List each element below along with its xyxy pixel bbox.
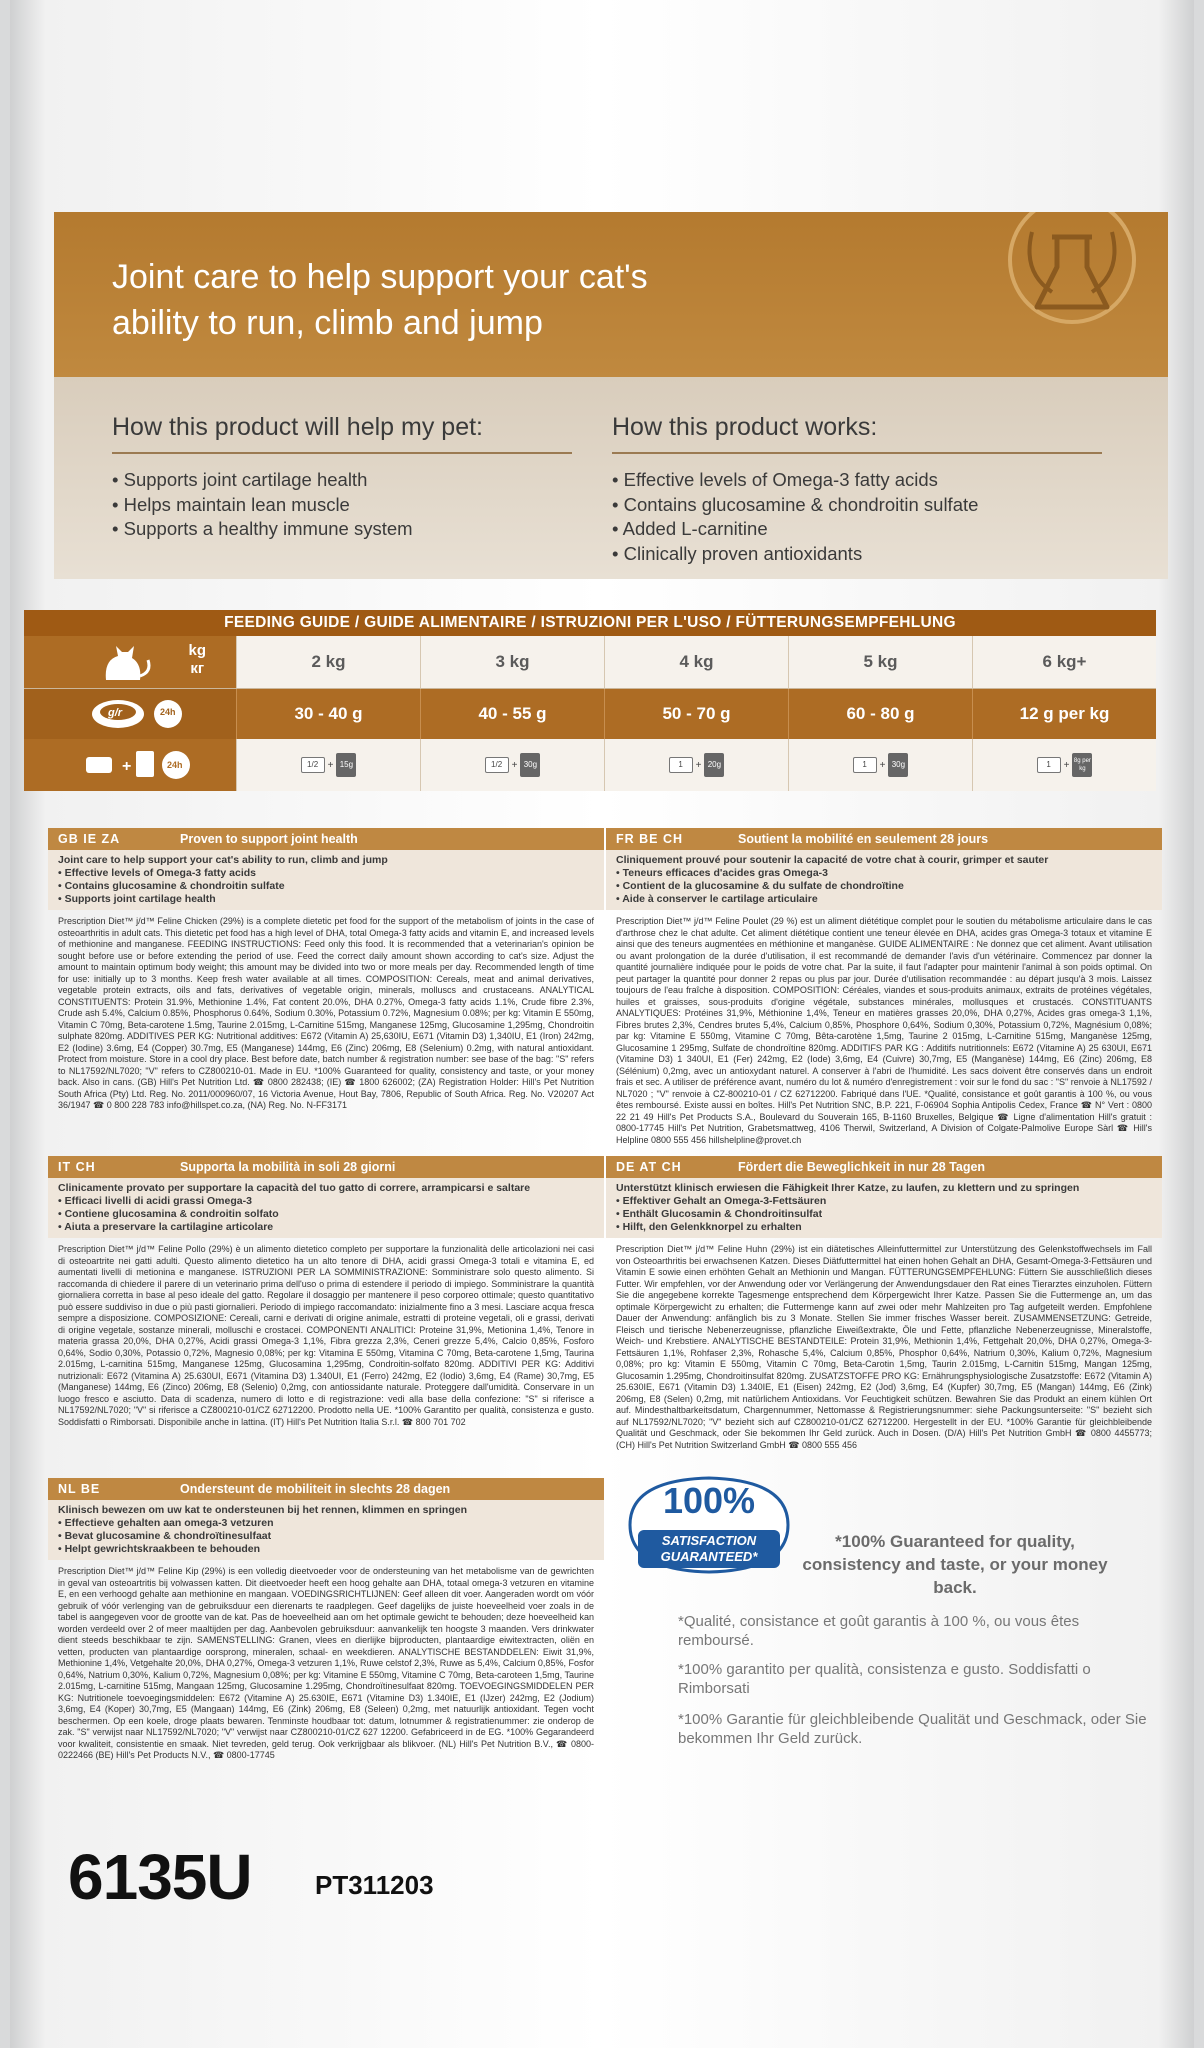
weight-cell: 4 kg [604,636,788,689]
section-gb [48,828,604,1118]
section-body: Prescription Diet™ j/d™ Feline Kip (29%) is een volledig dieetvoeder voor de ondersteuning van het metabolisme van de gewrichten in geval van osteoartritis bij volwassen katten. Dit dieetvoeder heeft een hoog gehalte aan DHA, totaal omega-3 vetzuren en vitamine E, en een verhoogd gehalte aan methionine en mangaan. VOEDINGSRICHTLIJNEN: Geef alleen dit voer. Aangeraden wordt om vóór gebruik of vóór verlenging van de gebruiksduur een dierenarts te raadplegen. Geef dagelijks de juiste hoeveelheid voer zoals in de tabel is aangegeven voor de grootte van de kat. Pas de hoeveelheid aan om het optimale gewicht te behouden; deze hoeveelheid kan worden verdeeld over 2 of meer maaltijden per dag. Aanbevolen gebruiksduur: aanvankelijk ten hoogste 3 maanden. Vers drinkwater dient steeds beschikbaar te zijn. SAMENSTELLING: Granen, vlees en dierlijke bijproducten, plantaardige eiwitextracten, oliën en vetten, producten van plantaardige oorsprong, mineralen, schaal- en weekdieren. ANALYTISCHE BESTANDDELEN: Eiwit 31,9%, Methionine 1,4%, Vetgehalte 20,0%, DHA 0,27%, Omega-3 vetzuren 1,1%, Ruwe celstof 2,3%, Ruwe as 5,4%, Calcium 0,85%, Fosfor 0,64%, Natrium 0,30%, Kalium 0,72%, Magnesium 0,08%; per kg: Vitamine E 550mg, Vitamine C 70mg, Beta-caroteen 1,5mg, Taurine 2.015mg, L-carnitine 515mg, Mangaan 125mg, Glucosamine 1.295mg, Chondroïtinesulfaat 820mg. TOEVOEGINGSMIDDELEN PER KG: Nutritionele toevoegingsmiddelen: E672 (Vitamine A) 25.630IE, E671 (Vitamine D3) 1.340IE, E1 (IJzer) 242mg, E2 (Jodium) 3,6mg, E4 (Koper) 30,7mg, E5 (Mangaan) 144mg, E6 (Zink) 206mg, E8 (Seleen) 0,2mg, met natuurlijk antioxidant. Tegen vocht beschermen. Op een koele, droge plaats bewaren. Tenminste houdbaar tot: datum, lotnummer & registratienummer: zie onderop de zak. "S" verwijst naar NL17592/NL7020; "V" verwijst naar CZ800210-01/CZ 627 12200. Gefabriceerd in de EG. *100% Gegarandeerd voor kwaliteit, consistentie en smaak. Niet tevreden, geld terug. Ook verkrijgbaar als blikvoer. (NL) Hill's Pet Nutrition B.V., ☎ 0800-0222466 (BE) Hill's Pet Products N.V., ☎ 0800-17745 [58,1566,594,1760]
benefits-left [112,413,572,542]
pouch-icon: 1 [853,757,877,773]
amount-cell: 12 g per kg [972,689,1156,739]
section-fr [606,828,1162,1152]
dry-bag-icon: 30g [888,753,908,777]
feeding-guide-title: FEEDING GUIDE / GUIDE ALIMENTAIRE / ISTRUZIONI PER L'USO / FÜTTERUNGSEMPFEHLUNG [24,610,1156,636]
hero-banner [54,212,1168,377]
flask-seal-icon [1002,212,1142,352]
country-codes: IT CH [58,1160,96,1174]
pouch-icon: 1 [1037,757,1061,773]
section-claims: Unterstützt klinisch erwiesen die Fähigkeit Ihrer Katze, zu laufen, zu klettern und zu springen • Effektiver Gehalt an Omega-3-Fettsäuren • Enthält Glucosamin & Chondroitinsulfat • Hilft, den Gelenkknorpel zu erhalten [606,1178,1162,1238]
section-title: Fördert die Beweglichkeit in nur 28 Tagen [738,1160,986,1174]
guarantee-fr: *Qualité, consistance et goût garantis à 100 %, ou vous êtes remboursé. [678,1613,1080,1649]
country-codes: FR BE CH [616,832,684,846]
weight-cell: 5 kg [788,636,972,689]
kg-label: kg кг [188,642,206,677]
guarantee-de: *100% Garantie für gleichbleibende Qualität und Geschmack, oder Sie bekommen Ihr Geld zurück. [678,1711,1147,1747]
package-back [10,0,1194,2048]
mixed-cell: 1 + 20g [604,739,788,791]
benefits-right [612,413,1102,566]
benefit-item: • Clinically proven antioxidants [612,542,1102,567]
benefit-item: • Added L-carnitine [612,517,1102,542]
amount-cell: 50 - 70 g [604,689,788,739]
guarantee-main: *100% Guaranteed for quality, consistency and taste, or your money back. [802,1532,1108,1597]
benefit-item: • Supports joint cartilage health [112,468,572,493]
section-body: Prescription Diet™ j/d™ Feline Poulet (29 %) est un aliment diététique complet pour le soutien du métabolisme articulaire dans le cas d'arthrose chez le chat adulte. Cet aliment diététique contient une teneur élevée en DHA, acides gras Omega-3 totaux et vitamine E ainsi que des teneurs augmentées en méthionine et manganèse. GUIDE ALIMENTAIRE : Ne donnez que cet aliment. Avant utilisation ou avant prolongation de la durée d'utilisation, il est recommandé de demander l'avis d'un vétérinaire. Commencez par donner la quantité journalière indiquée pour le poids de votre chat. Par la suite, il faut l'adapter pour maintenir l'animal à son poids optimal. On peut partager la quantité pour donner 2 repas ou plus par jour. Durée d'utilisation recommandée : au départ jusqu'à 3 mois. Laissez toujours de l'eau fraîche à disposition. COMPOSITION: Céréales, viandes et sous-produits animaux, extraits de protéines végétales, huiles et graisses, sous-produits d'origine végétale, substances minérales, mollusques et crustacés. CONSTITUANTS ANALYTIQUES: Protéines 31,9%, Méthionine 1,4%, Teneur en matières grasses 20,0%, DHA 0,27%, Acides gras omega-3 1,1%, Fibres brutes 2,3%, Cendres brutes 5,4%, Calcium 0,85%, Phosphore 0,64%, Sodium 0,30%, Potassium 0,72%, Magnésium 0,08%; par kg: Vitamine E 550mg, Vitamine C 70mg, Bêta-carotène 1,5mg, Taurine 2 015mg, L-Carnitine 515mg, Manganèse 125mg, Glucosamine 1 295mg, Sulfate de chondroïtine 820mg. ADDITIFS PAR KG : Additifs nutritionnels: E672 (Vitamine A) 25 630UI, E671 (Vitamine D3) 1 340UI, E1 (Fer) 242mg, E2 (Iode) 3,6mg, E4 (Cuivre) 30,7mg, E5 (Manganèse) 144mg, E6 (Zinc) 206mg, E8 (Sélénium) 0,2mg, avec un antioxydant naturel. A conserver à l'abri de l'humidité. Les sacs doivent être conservés dans un endroit frais et sec. A utiliser de préférence avant, numéro du lot & numéro d'enregistrement : voir sur le fond du sac : "S" renvoie à NL17592 / NL7020 ; "V" renvoie à CZ-800210-01 / CZ 62712200. Fabriqué dans l'UE. *Qualité, consistance et goût garantis à 100 %, ou vous êtes remboursé. Existe aussi en boîtes. Hill's Pet Nutrition SNC, B.P. 221, F-06904 Sophia Antipolis Cedex, France ☎ N° Vert : 0800 22 21 49 Hill's Pet Products S.A., Boulevard du Souverain 165, B-1160 Bruxelles, Belgique ☎ Ligne d'alimentation Hill's gratuit : 0800-17745 Hill's Pet Nutrition, Grabetsmattweg, 4106 Therwil, Switzerland, A Division of Colgate-Palmolive Europe Sàrl ☎ Hill's Helpline 0800 555 456 hillshelpline@provet.ch [616,916,1152,1145]
cat-icon [94,640,154,686]
section-title: Ondersteunt de mobiliteit in slechts 28 dagen [180,1482,451,1496]
benefits-left-heading: How this product will help my pet: [112,413,572,454]
dry-bag-icon: 15g [336,753,356,777]
feeding-guide-table [24,636,1156,791]
pouch-icon: 1 [669,757,693,773]
section-title: Soutient la mobilité en seulement 28 jours [738,832,989,846]
mixed-cell: 1 + 30g [788,739,972,791]
mixed-cell: 1 + 8g per kg [972,739,1156,791]
cat-weight-header [24,636,236,689]
section-nl [48,1478,604,1768]
benefits-left-list [112,468,572,542]
section-claims: Klinisch bewezen om uw kat te ondersteunen bij het rennen, klimmen en springen • Effectieve gehalten aan omega-3 vetzuren • Bevat glucosamine & chondroïtinesulfaat • Helpt gewrichtskraakbeen te behouden [48,1500,604,1560]
mixed-feeding-header [24,739,236,791]
weight-cell: 6 kg+ [972,636,1156,689]
weight-cell: 2 kg [236,636,420,689]
section-body: Prescription Diet™ j/d™ Feline Huhn (29%) ist ein diätetisches Alleinfuttermittel zur Unterstützung des Gelenkstoffwechsels im Fall von Osteoarthritis bei erwachsenen Katzen. Dieses Diätfuttermittel hat einen hohen Gehalt an DHA, Gesamt-Omega-3-Fettsäuren und Vitamin E sowie einen erhöhten Gehalt an Methionin und Mangan. FÜTTERUNGSEMPFEHLUNG: Füttern Sie ausschließlich dieses Futter. Wir empfehlen, vor der Anwendung oder vor Verlängerung der Anwendungsdauer den Rat eines Tierarztes einzuholen. Füttern Sie die angegebene korrekte Tagesmenge entsprechend dem Körpergewicht Ihrer Katze. Passen Sie die Futtermenge an, um das optimale Körpergewicht zu erhalten; die Futtermenge kann auf zwei oder mehr Mahlzeiten pro Tag aufgeteilt werden. Empfohlene Dauer der Anwendung: anfänglich bis zu 3 Monate. Stellen Sie immer frisches Wasser bereit. ZUSAMMENSETZUNG: Getreide, Fleisch und tierische Nebenerzeugnisse, pflanzliche Eiweißextrakte, Öle und Fette, pflanzliche Nebenerzeugnisse, Mineralstoffe, Weich- und Krebstiere. ANALYTISCHE BESTANDTEILE: Protein 31,9%, Methionin 1,4%, Fettgehalt 20,0%, DHA 0,27%, Omega-3-Fettsäuren 1,1%, Rohfaser 2,3%, Rohasche 5,4%, Calcium 0,85%, Phosphor 0,64%, Natrium 0,30%, Kalium 0,72%, Magnesium 0,08%; pro kg: Vitamin E 550mg, Vitamin C 70mg, Beta-Carotin 1,5mg, Taurin 2.015mg, L-Carnitin 515mg, Mangan 125mg, Glucosamin 1.295mg, Chondroitinsulfat 820mg. ZUSATZSTOFFE PRO KG: Ernährungsphysiologische Zusatzstoffe: E672 (Vitamin A) 25.630IE, E671 (Vitamin D3) 1.340IE, E1 (Eisen) 242mg, E2 (Jod) 3,6mg, E4 (Kupfer) 30,7mg, E5 (Mangan) 144mg, E6 (Zink) 206mg, E8 (Selen) 0,2mg, mit natürlichem Antioxidans. Vor Feuchtigkeit schützen. Bewahren Sie das Produkt an einem kühlen Ort auf. Mindesthaltbarkeitsdatum, Chargennummer, Nettomasse & Registrierungsnummer: siehe Packungsunterseite: "S" bezieht sich auf NL17592/NL7020; "V" bezieht sich auf CZ800210-01/CZ 62712200. Hergestellt in der EU. *100% Garantie für gleichbleibende Qualität und Geschmack, oder Sie bekommen Ihr Geld zurück. Auch in Dosen. (D/A) Hill's Pet Nutrition GmbH ☎ 0800 4455773; (CH) Hill's Pet Nutrition Switzerland GmbH ☎ 0800 555 456 [616,1244,1152,1450]
section-de [606,1156,1162,1457]
section-body: Prescription Diet™ j/d™ Feline Pollo (29%) è un alimento dietetico completo per supportare la funzionalità delle articolazioni nei casi di osteoartrite nei gatti adulti. Questo alimento dietetico ha un alto tenore di DHA, acidi grassi Omega-3 totali e vitamina E, ed aumentati livelli di metionina e manganese. ISTRUZIONI PER LA SOMMINISTRAZIONE: Somministrare solo questo alimento. Si raccomanda di chiedere il parere di un veterinario prima dell'uso o prima di estendere il periodo di impiego. Somministrare la quantità giornaliera corretta in base al peso ideale del gatto. Regolare il dosaggio per mantenere il peso corporeo ottimale; questo quantitativo può essere suddiviso in due o più pasti giornalieri. Periodo di impiego raccomandato: inizialmente fino a 3 mesi. Lasciare acqua fresca sempre a disposizione. COMPOSIZIONE: Cereali, carni e derivati di origine animale, estratti di proteine vegetali, oli e grassi, derivati di origine vegetale, sostanze minerali, molluschi e crostacei. COMPONENTI ANALITICI: Proteine 31,9%, Metionina 1,4%, Tenore in materia grassa 20,0%, DHA 0,27%, Acidi grassi Omega-3 1,1%, Fibra grezza 2,3%, Ceneri grezze 5,4%, Calcio 0,85%, Fosforo 0,64%, Sodio 0,30%, Potassio 0,72%, Magnesio 0,08%; per kg: Vitamina E 550mg, Vitamina C 70mg, Beta-carotene 1,5mg, Taurina 2.015mg, L-carnitina 515mg, Manganese 125mg, Glucosamina 1,295mg, Condroitin-solfato 820mg. ADDITIVI PER KG: Additivi nutrizionali: E672 (Vitamina A) 25.630UI, E671 (Vitamina D3) 1.340UI, E1 (Ferro) 242mg, E2 (Iodio) 3,6mg, E4 (Rame) 30,7mg, E5 (Manganese) 144mg, E6 (Zinco) 206mg, E8 (Selenio) 0,2mg, con antiossidante naturale. Proteggere dall'umidità. Conservare in un luogo fresco e asciutto. Data di scadenza, numero di lotto e di registrazione: vedi alla base della confezione: "S" si riferisce a NL17592/NL7020; "V" si riferisce a CZ800210-01/CZ 62712200. Prodotto nella UE. *100% Garantito per qualità, consistenza e gusto. Soddisfatti o Rimborsati. Disponibile anche in lattina. (IT) Hill's Pet Nutrition Italia S.r.l. ☎ 800 701 702 [58,1244,594,1427]
benefits-panel [54,377,1168,579]
day-label: 24h [167,760,183,770]
section-title: Supporta la mobilità in soli 28 giorni [180,1160,396,1174]
section-claims: Joint care to help support your cat's ability to run, climb and jump • Effective levels of Omega-3 fatty acids • Contains glucosamine & chondroitin sulfate • Supports joint cartilage health [48,850,604,910]
section-claims: Cliniquement prouvé pour soutenir la capacité de votre chat à courir, grimper et sauter • Teneurs efficaces d'acides gras Omega-3 • Contient de la glucosamine & du sulfate de chondroïtine • Aide à conserver le cartilage articulaire [606,850,1162,910]
badge-percent: 100% [662,1480,756,1521]
mixed-cell: 1/2 + 15g [236,739,420,791]
batch-code: PT311203 [315,1870,434,1900]
dry-food-header [24,689,236,739]
section-body: Prescription Diet™ j/d™ Feline Chicken (29%) is a complete dietetic pet food for the support of the metabolism of joints in the case of osteoarthritis in adult cats. This dietetic pet food has a high level of DHA, total Omega-3 fatty acids and vitamin E, and increased levels of methionine and manganese. FEEDING INSTRUCTIONS: Feed only this food. It is recommended that a veterinarian's opinion be sought before use or before extending the period of use. Feed the correct daily amount shown according to cat's size. Adjust the amount to maintain optimum body weight; this amount may be divided into two or more meals per day. Recommended length of time for use: initially up to 3 months. Keep fresh water available at all times. COMPOSITION: Cereals, meat and animal derivatives, vegetable protein extracts, oils and fats, derivatives of vegetable origin, minerals, molluscs and crustaceans. ANALYTICAL CONSTITUENTS: Protein 31.9%, Methionine 1.4%, Fat content 20.0%, DHA 0.27%, Omega-3 fatty acids 1.1%, Crude fibre 2.3%, Crude ash 5.4%, Calcium 0.85%, Phosphorus 0.64%, Sodium 0.30%, Potassium 0.72%, Magnesium 0.08%; per kg: Vitamin E 550mg, Vitamin C 70mg, Beta-carotene 1.5mg, Taurine 2.015mg, L-Carnitine 515mg, Manganese 125mg, Glucosamine 1,295mg, Chondroitin sulphate 820mg. ADDITIVES PER KG: Nutritional additives: E672 (Vitamin A) 25,630IU, E671 (Vitamin D3) 1,340IU, E1 (Iron) 242mg, E2 (Iodine) 3.6mg, E4 (Copper) 30.7mg, E5 (Manganese) 144mg, E6 (Zinc) 206mg, E8 (Selenium) 0.2mg, with natural antioxidant. Protect from moisture. Store in a cool dry place. Best before date, batch number & registration number: see base of the bag: "S" refers to NL17592/NL7020; "V" refers to CZ800210-01. Made in EU. *100% Guaranteed for quality, consistency and taste, or your money back. Also in cans. (GB) Hill's Pet Nutrition Ltd. ☎ 0800 282438; (IE) ☎ 1800 626002; (ZA) Registration Holder: Hill's Pet Nutrition South Africa (Pty) Ltd. Reg. No. 2011/000960/07, 16 Victoria Avenue, Hout Bay, 7806, Republic of South Africa. Reg. No. V20207 Act 36/1947 ☎ 0 800 228 783 info@hillspet.co.za, (NA) Reg. No. N-FF3171 [58,916,594,1110]
svg-text:+: + [122,758,132,775]
day-label: 24h [160,707,176,717]
benefit-item: • Helps maintain lean muscle [112,493,572,518]
pouch-icon: 1/2 [301,757,325,773]
product-code: 6135U [68,1841,252,1913]
weight-cell: 3 kg [420,636,604,689]
amount-cell: 60 - 80 g [788,689,972,739]
mixed-cell: 1/2 + 30g [420,739,604,791]
dry-bag-icon: 30g [520,753,540,777]
badge-line-1: SATISFACTION [661,1533,757,1548]
amount-cell: 40 - 55 g [420,689,604,739]
hero-title: Joint care to help support your cat's ability to run, climb and jump [112,258,648,342]
section-claims: Clinicamente provato per supportare la capacità del tuo gatto di correre, arrampicarsi e saltare • Efficaci livelli di acidi grassi Omega-3 • Contiene glucosamina & condroitin solfato • Aiuta a preservare la cartilagine articolare [48,1178,604,1238]
benefits-right-heading: How this product works: [612,413,1102,454]
benefit-item: • Effective levels of Omega-3 fatty acids [612,468,1102,493]
country-codes: GB IE ZA [58,832,121,846]
dry-bag-icon: 20g [704,753,724,777]
country-codes: DE AT CH [616,1160,682,1174]
dry-bag-icon: 8g per kg [1072,753,1092,777]
unit-label: g/r [108,707,123,719]
guarantee-it: *100% garantito per qualità, consistenza e gusto. Soddisfatti o Rimborsati [678,1661,1091,1697]
section-title: Proven to support joint health [180,832,358,846]
benefit-item: • Contains glucosamine & chondroitin sulfate [612,493,1102,518]
amount-cell: 30 - 40 g [236,689,420,739]
pouch-icon: 1/2 [485,757,509,773]
badge-line-2: GUARANTEED* [660,1549,758,1564]
benefits-right-list [612,468,1102,566]
benefit-item: • Supports a healthy immune system [112,517,572,542]
section-it [48,1156,604,1434]
feeding-guide [24,610,1156,791]
country-codes: NL BE [58,1482,101,1496]
